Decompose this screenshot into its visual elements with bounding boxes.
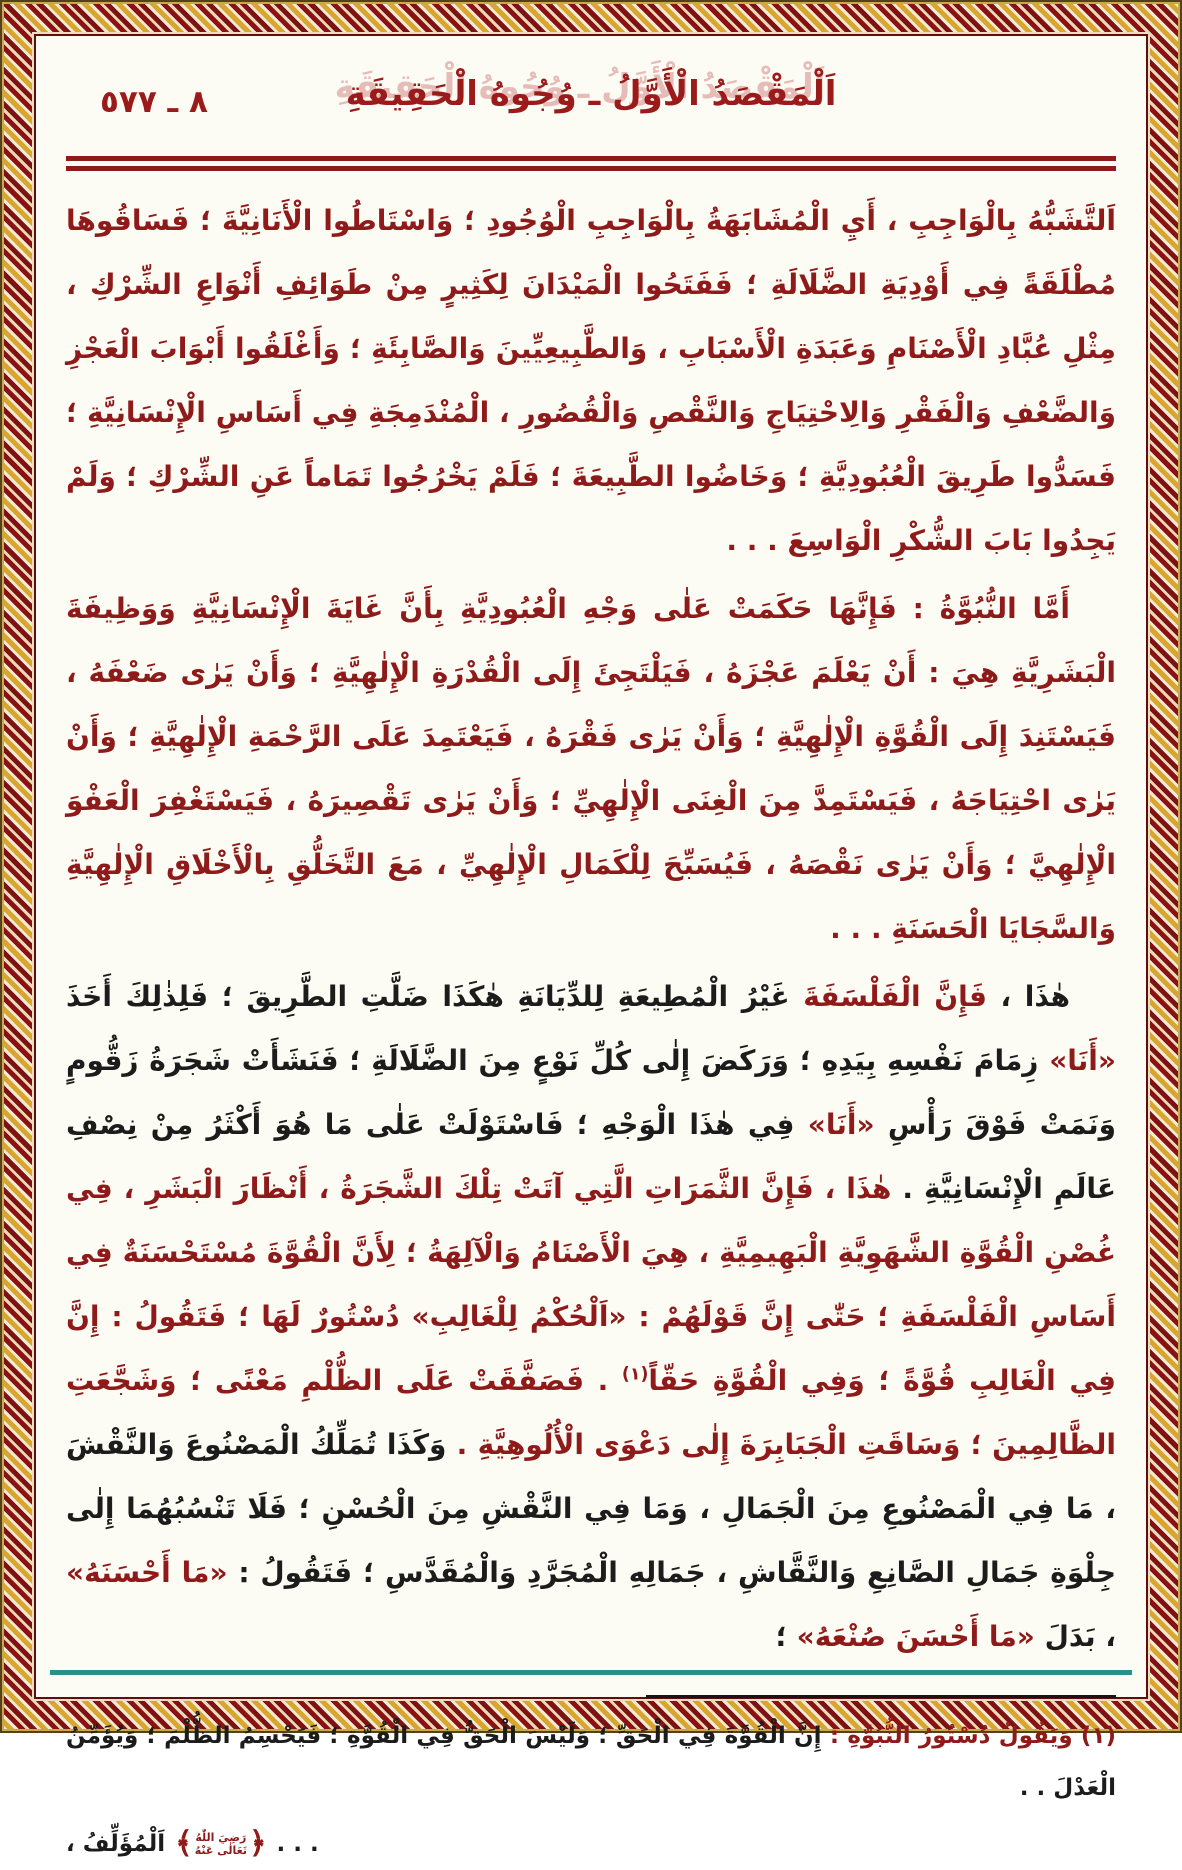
p3-seg-12: ، بَدَلَ	[1034, 1620, 1116, 1653]
paragraph-2-text: أَمَّا النُّبُوَّةُ : فَإِنَّهَا حَكَمَتْ عَلٰى وَجْهِ الْعُبُودِيَّةِ بِأَنَّ غَايَةَ الْإِنْسَانِيَّةِ وَوَظِيفَةَ الْبَشَرِيَّةِ هِيَ : أَنْ يَعْلَمَ عَجْزَهُ ، فَيَلْتَجِئَ إِلَى الْقُدْرَةِ الْإِلٰهِيَّةِ ؛ وَأَنْ يَرٰى ضَعْفَهُ ، فَيَسْتَنِدَ إِلَى الْقُوَّةِ الْإِلٰهِيَّةِ ؛ وَأَنْ يَرٰى فَقْرَهُ ، فَيَعْتَمِدَ عَلَى الرَّحْمَةِ الْإِلٰهِيَّةِ ؛ وَأَنْ يَرٰى احْتِيَاجَهُ ، فَيَسْتَمِدَّ مِنَ الْغِنَى الْإِلٰهِيِّ ؛ وَأَنْ يَرٰى تَقْصِيرَهُ ، فَيَسْتَغْفِرَ الْعَفْوَ الْإِلٰهِيَّ ؛ وَأَنْ يَرٰى نَقْصَهُ ، فَيُسَبِّحَ لِلْكَمَالِ الْإِلٰهِيِّ ، مَعَ التَّخَلُّقِ بِالْأَخْلَاقِ الْإِلٰهِيَّةِ وَالسَّجَايَا الْحَسَنَةِ . . .	[66, 592, 1116, 945]
p3-seg-10: وَكَذَا تُمَلِّكُ الْمَصْنُوعَ وَالنَّقْشَ ، مَا فِي الْمَصْنُوعِ مِنَ الْجَمَالِ ، وَمَا فِي النَّقْشِ مِنَ الْحُسْنِ ؛ فَلَا تَنْسُبُهُمَا إِلٰى جِلْوَةِ جَمَالِ الصَّانِعِ وَالنَّقَّاشِ ، جَمَالِهِ الْمُجَرَّدِ وَالْمُقَدَّسِ ؛ فَتَقُولُ :	[66, 1428, 1117, 1589]
footnote-signature-line	[66, 1818, 1116, 1870]
p3-seg-1: فَإِنَّ الْفَلْسَفَةَ	[789, 980, 987, 1013]
p3-seg-7: هٰذَا ، فَإِنَّ الثَّمَرَاتِ الَّتِي آتَتْ تِلْكَ الشَّجَرَةُ ، أَنْظَارَ الْبَشَرِ ، فِي غُصْنِ الْقُوَّةِ الشَّهَوِيَّةِ الْبَهِيمِيَّةِ ، هِيَ الْأَصْنَامُ وَالْآلِهَةُ ؛ لِأَنَّ الْقُوَّةَ مُسْتَحْسَنَةٌ فِي أَسَاسِ الْفَلْسَفَةِ ؛ حَتّٰى إِنَّ قَوْلَهُمْ : «اَلْحُكْمُ لِلْغَالِبِ» دُسْتُورٌ لَهَا ؛ فَتَقُولُ : إِنَّ فِي الْغَالِبِ قُوَّةً ؛ وَفِي الْقُوَّةِ حَقّاً	[66, 1172, 1117, 1397]
p3-seg-4: زِمَامَ نَفْسِهِ بِيَدِهِ ؛ وَرَكَضَ إِلٰى كُلِّ نَوْعٍ مِنَ الضَّلَالَةِ ؛ فَنَشَأَتْ شَجَرَةُ زَقُّومٍ وَنَمَتْ فَوْقَ رَأْسِ	[66, 1044, 1116, 1141]
p3-seg-3-ana-quote: «أَنَا»	[1038, 1044, 1116, 1077]
paragraph-1	[66, 189, 1116, 573]
p3-seg-2: غَيْرُ الْمُطِيعَةِ لِلدِّيَانَةِ هٰكَذَا ضَلَّتِ الطَّرِيقَ ؛ فَلِذٰلِكَ أَخَذَ	[66, 980, 790, 1013]
seal-close-bracket: ﴿	[248, 1826, 267, 1861]
footnote-marker-1: (١)	[621, 1364, 649, 1385]
p3-seg-0: هٰذَا ،	[986, 980, 1070, 1013]
seal-text-line2: تَعَالٰى عَنْهُ	[194, 1844, 247, 1857]
radi-allahu-anhu-seal	[193, 1831, 249, 1857]
bottom-teal-line	[50, 1670, 1132, 1675]
page-header	[66, 58, 1116, 144]
page-number: ٨ ـ ٥٧٧	[100, 84, 208, 120]
footnote-text: إِنَّ الْقُوَّةَ فِي الْحَقِّ ؛ وَلَيْسَ الْحَقُّ فِي الْقُوَّةِ ؛ فَيَحْسِمُ الظُّلْمَ ؛ وَيُؤَمِّنُ الْعَدْلَ . .	[66, 1723, 1116, 1801]
seal-text-line1: رَضِيَ اللّٰهُ	[195, 1831, 247, 1844]
footnote-author: اَلْمُؤَلِّفُ ،	[66, 1831, 166, 1857]
footnote-lead: (١) وَيَقُولُ دُسْتُورُ النُّبُوَّةِ :	[821, 1723, 1116, 1749]
body	[66, 189, 1116, 1669]
p3-seg-13-quote: «مَا أَحْسَنَ صُنْعَهُ»	[796, 1620, 1035, 1653]
seal-open-bracket: ﴾	[175, 1826, 193, 1861]
paragraph-2	[66, 577, 1116, 961]
footnote-separator	[646, 1695, 1116, 1698]
p3-seg-9: . فَصَفَّقَتْ عَلَى الظُّلْمِ مَعْنًى ؛ وَشَجَّعَتِ الظَّالِمِينَ ؛ وَسَاقَتِ الْجَبَابِرَةَ إِلٰى دَعْوَى الْأُلُوهِيَّةِ .	[66, 1364, 1116, 1461]
header-divider	[66, 156, 1116, 171]
paragraph-1-text: اَلتَّشَبُّهُ بِالْوَاجِبِ ، أَيِ الْمُشَابَهَةُ بِالْوَاجِبِ الْوُجُودِ ؛ وَاسْتَاطُوا الْأَنَانِيَّةَ ؛ فَسَاقُوهَا مُطْلَقَةً فِي أَوْدِيَةِ الضَّلَالَةِ ؛ فَفَتَحُوا الْمَيْدَانَ لِكَثِيرٍ مِنْ طَوَائِفِ أَنْوَاعِ الشِّرْكِ ، مِثْلِ عُبَّادِ الْأَصْنَامِ وَعَبَدَةِ الْأَسْبَابِ ، وَالطَّبِيعِيِّينَ وَالصَّابِئَةِ ؛ وَأَغْلَقُوا أَبْوَابَ الْعَجْزِ وَالضَّعْفِ وَالْفَقْرِ وَالِاحْتِيَاجِ وَالنَّقْصِ وَالْقُصُورِ ، الْمُنْدَمِجَةِ فِي أَسَاسِ الْإِنْسَانِيَّةِ ؛ فَسَدُّوا طَرِيقَ الْعُبُودِيَّةِ ؛ وَخَاضُوا الطَّبِيعَةَ ؛ فَلَمْ يَخْرُجُوا تَمَاماً عَنِ الشِّرْكِ ؛ وَلَمْ يَجِدُوا بَابَ الشُّكْرِ الْوَاسِعَ . . .	[66, 204, 1116, 557]
divider-bar-top	[66, 156, 1116, 161]
page-inner	[34, 34, 1148, 1861]
footnote	[66, 1710, 1116, 1870]
author-seal	[175, 1818, 266, 1870]
footnote-trailing-dots: . . .	[276, 1831, 319, 1857]
p3-seg-11-quote: «مَا أَحْسَنَهُ»	[66, 1556, 228, 1589]
p3-seg-5-ana-quote: «أَنَا»	[794, 1108, 875, 1141]
paragraph-3	[66, 965, 1116, 1669]
p3-seg-6: فِي هٰذَا الْوَجْهِ ؛ فَاسْتَوْلَتْ عَلٰى مَا هُوَ أَكْثَرُ مِنْ نِصْفِ عَالَمِ الْإِنْسَانِيَّةِ .	[66, 1108, 1116, 1205]
divider-bar-bottom	[66, 166, 1116, 171]
p3-seg-14: ؛	[775, 1620, 797, 1653]
page-title: اَلْمَقْصَدُ الْأَوَّلُ ـ وُجُوهُ الْحَقِيقَةِ	[345, 74, 837, 114]
